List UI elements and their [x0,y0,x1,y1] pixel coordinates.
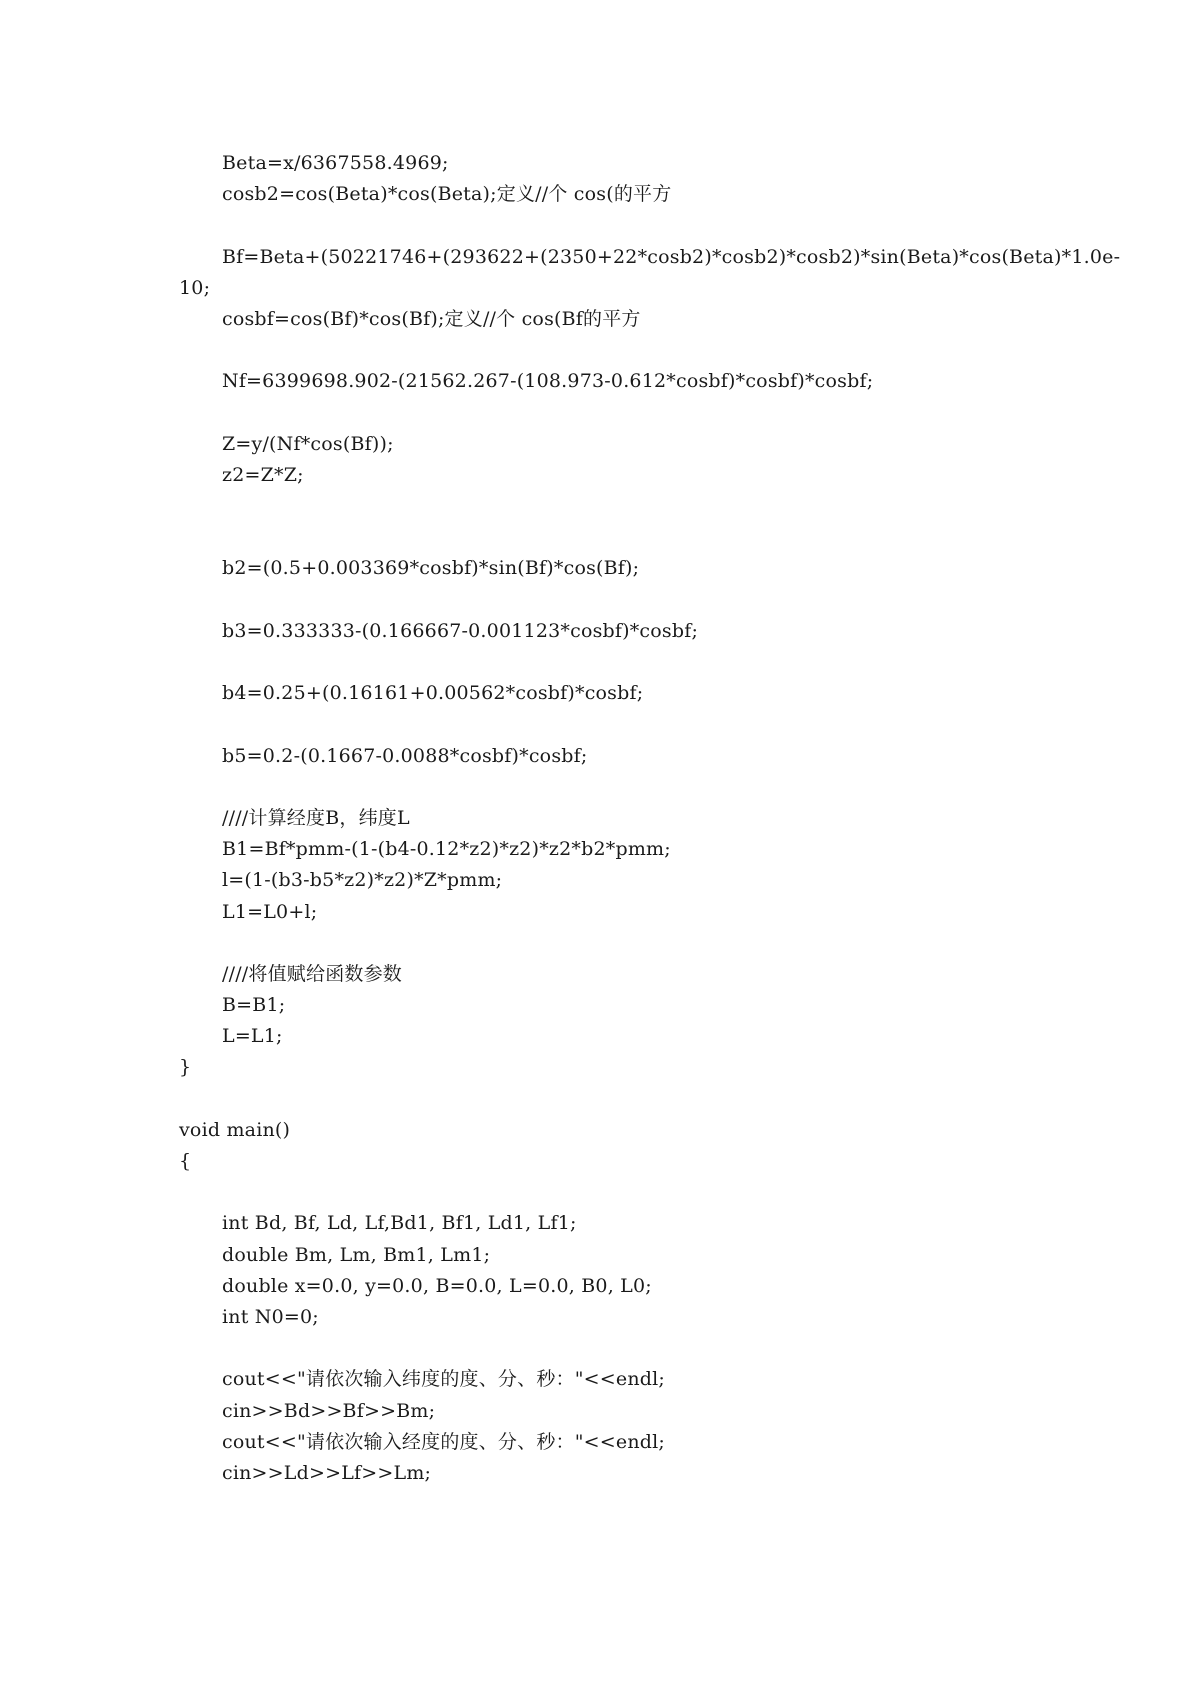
blank-line [179,585,1079,616]
code-line: cosbf=cos(Bf)*cos(Bf);定义//个 cos(Bf的平方 [222,307,641,330]
code-line: Z=y/(Nf*cos(Bf)); [222,432,394,455]
code-line: B1=Bf*pmm-(1-(b4-0.12*z2)*z2)*z2*b2*pmm; [222,838,671,861]
blank-line [179,210,1079,241]
code-line: z2=Z*Z; [222,463,304,486]
code-line: Beta=x/6367558.4969; [222,152,449,174]
code-line: 10; [179,276,211,299]
code-line: cout<<"请依次输入经度的度、分、秒："<<endl; [222,1430,666,1453]
blank-line [179,709,1079,740]
code-line: Nf=6399698.902-(21562.267-(108.973-0.612*cosbf)*cosbf)*cosbf; [222,370,874,393]
blank-line [179,522,1079,553]
code-line: b3=0.333333-(0.166667-0.001123*cosbf)*cosbf; [222,619,699,642]
code-line: b5=0.2-(0.1667-0.0088*cosbf)*cosbf; [222,744,588,767]
blank-line [179,398,1079,429]
code-line: cosb2=cos(Beta)*cos(Beta);定义//个 cos(的平方 [222,183,672,206]
code-line: int Bd, Bf, Ld, Lf,Bd1, Bf1, Ld1, Lf1; [222,1212,577,1235]
code-line: b4=0.25+(0.16161+0.00562*cosbf)*cosbf; [222,682,644,705]
code-line: void main() [179,1118,291,1141]
blank-line [179,1333,1079,1364]
code-line: double Bm, Lm, Bm1, Lm1; [222,1243,491,1266]
code-line: B=B1; [222,994,286,1017]
blank-line [179,928,1079,959]
blank-line [179,335,1079,366]
code-line: l=(1-(b3-b5*z2)*z2)*Z*pmm; [222,869,503,892]
code-line: int N0=0; [222,1305,319,1328]
code-line: { [179,1150,192,1172]
code-line: Bf=Beta+(50221746+(293622+(2350+22*cosb2)*cosb2)*cosb2)*sin(Beta)*cos(Beta)*1.0e- [222,245,1121,268]
code-line: L=L1; [222,1025,283,1048]
code-line: ////计算经度B，纬度L [222,806,410,829]
blank-line [179,647,1079,678]
code-line: cin>>Bd>>Bf>>Bm; [222,1399,436,1422]
blank-line [179,772,1079,803]
code-line: cout<<"请依次输入纬度的度、分、秒："<<endl; [222,1368,666,1391]
code-listing [179,148,1121,1489]
blank-line [179,491,1079,522]
code-line: cin>>Ld>>Lf>>Lm; [222,1461,432,1484]
code-line: double x=0.0, y=0.0, B=0.0, L=0.0, B0, L0; [222,1274,652,1297]
blank-line [179,1177,1079,1208]
code-line: } [179,1056,192,1079]
code-line: ////将值赋给函数参数 [222,962,403,985]
code-line: b2=(0.5+0.003369*cosbf)*sin(Bf)*cos(Bf); [222,557,640,580]
code-line: L1=L0+l; [222,900,318,923]
blank-line [179,1084,1079,1115]
